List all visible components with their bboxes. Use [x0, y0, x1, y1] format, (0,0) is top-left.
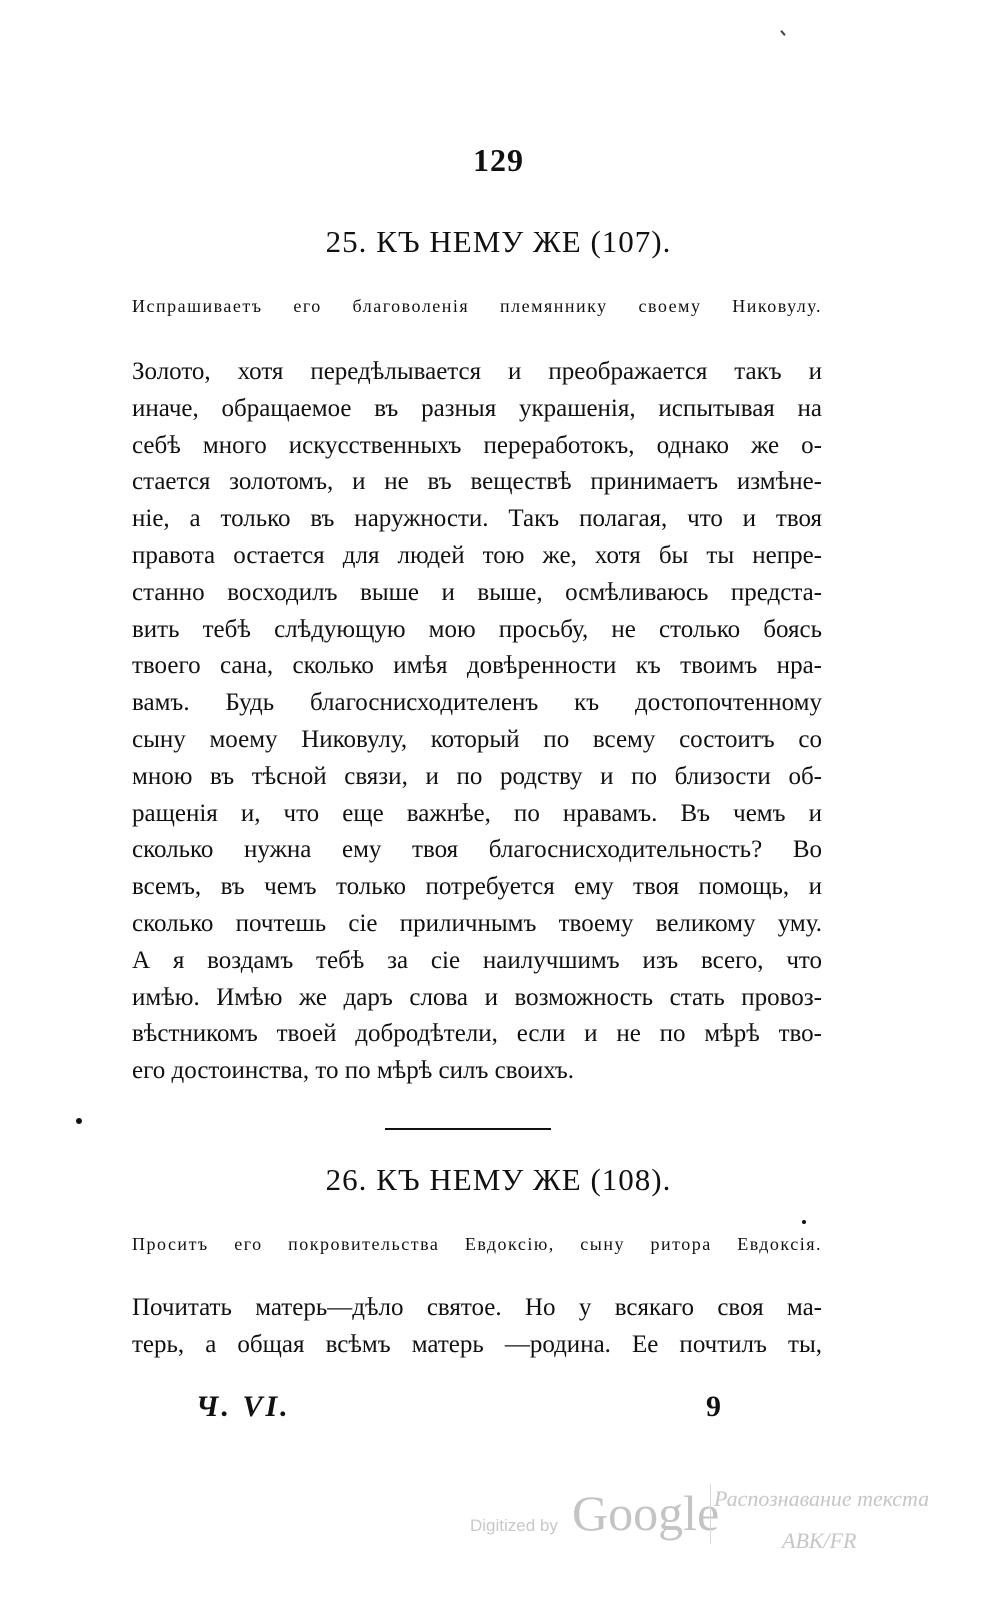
watermark-credit: АВК/FR: [782, 1528, 857, 1553]
digitization-watermark: [470, 1484, 980, 1584]
text-line: иначе, обращаемое въ разныя украшенія, испытывая на: [132, 394, 822, 422]
ink-dot: [76, 1118, 82, 1124]
text-line: твоего сана, сколько имѣя довѣренности къ твоимъ нра-: [132, 652, 822, 680]
text-line: сколько нужна ему твоя благоснисходительность? Во: [132, 836, 822, 864]
text-line: правота остается для людей тою же, хотя бы ты непре-: [132, 541, 822, 569]
watermark-ocr-text: Распознавание текста: [714, 1486, 930, 1511]
watermark-divider: [710, 1484, 711, 1544]
letter-26-heading: 26. КЪ НЕМУ ЖЕ (108).: [325, 1162, 672, 1197]
letter-25-subtitle: Испрашиваетъ его благоволенія племяннику своему Никовулу.: [132, 296, 822, 316]
text-line: станно восходилъ выше и выше, осмѣливаюсь предста-: [132, 578, 822, 606]
google-logo: Google: [572, 1485, 720, 1541]
text-line: ніе, а только въ наружности. Такъ полагая, что и твоя: [132, 505, 822, 533]
letter-26-subtitle: Проситъ его покровительства Евдоксію, сыну ритора Евдоксія.: [132, 1234, 822, 1254]
text-line: Золото, хотя передѣлывается и преображается такъ и: [132, 358, 822, 385]
text-line: ращенія и, что еще важнѣе, по нравамъ. Въ чемъ и: [132, 799, 822, 827]
letter-26-body: [132, 1290, 822, 1364]
letter-25-heading: 25. КЪ НЕМУ ЖЕ (107).: [325, 224, 672, 259]
text-line: себѣ много искусственныхъ переработокъ, однако же о-: [132, 431, 822, 459]
text-line: терь, а общая всѣмъ матерь —родина. Ее почтилъ ты,: [132, 1330, 822, 1358]
footer-signature: Ч. VI.: [196, 1390, 291, 1423]
text-line: его достоинства, то по мѣрѣ силъ своихъ.: [132, 1057, 575, 1085]
page-number: 129: [473, 142, 524, 178]
text-line: вѣстникомъ твоей добродѣтели, если и не по мѣрѣ тво-: [132, 1020, 822, 1048]
text-line: вамъ. Будь благоснисходителенъ къ достопочтенному: [132, 689, 822, 717]
scan-mark: [780, 30, 785, 36]
text-line: мною въ тѣсной связи, и по родству и по близости об-: [132, 762, 822, 790]
letter-25-body: [132, 354, 822, 1090]
text-line: сыну моему Никовулу, который по всему состоитъ со: [132, 725, 822, 753]
text-line: Почитать матерь—дѣло святое. Но у всякаго своя ма-: [132, 1294, 822, 1321]
text-line: стается золотомъ, и не въ веществѣ принимаетъ измѣне-: [132, 468, 822, 496]
ink-dot: [802, 1220, 806, 1224]
section-divider: [385, 1128, 551, 1130]
text-line: имѣю. Имѣю же даръ слова и возможность стать провоз-: [132, 983, 822, 1011]
text-line: А я воздамъ тебѣ за сіе наилучшимъ изъ всего, что: [132, 946, 822, 974]
text-line: сколько почтешь сіе приличнымъ твоему великому уму.: [132, 909, 822, 937]
watermark-digitized-text: Digitized by: [470, 1516, 558, 1535]
footer-signature-number: 9: [706, 1390, 721, 1423]
text-line: всемъ, въ чемъ только потребуется ему твоя помощь, и: [132, 873, 822, 901]
text-line: вить тебѣ слѣдующую мою просьбу, не столько боясь: [132, 615, 822, 643]
